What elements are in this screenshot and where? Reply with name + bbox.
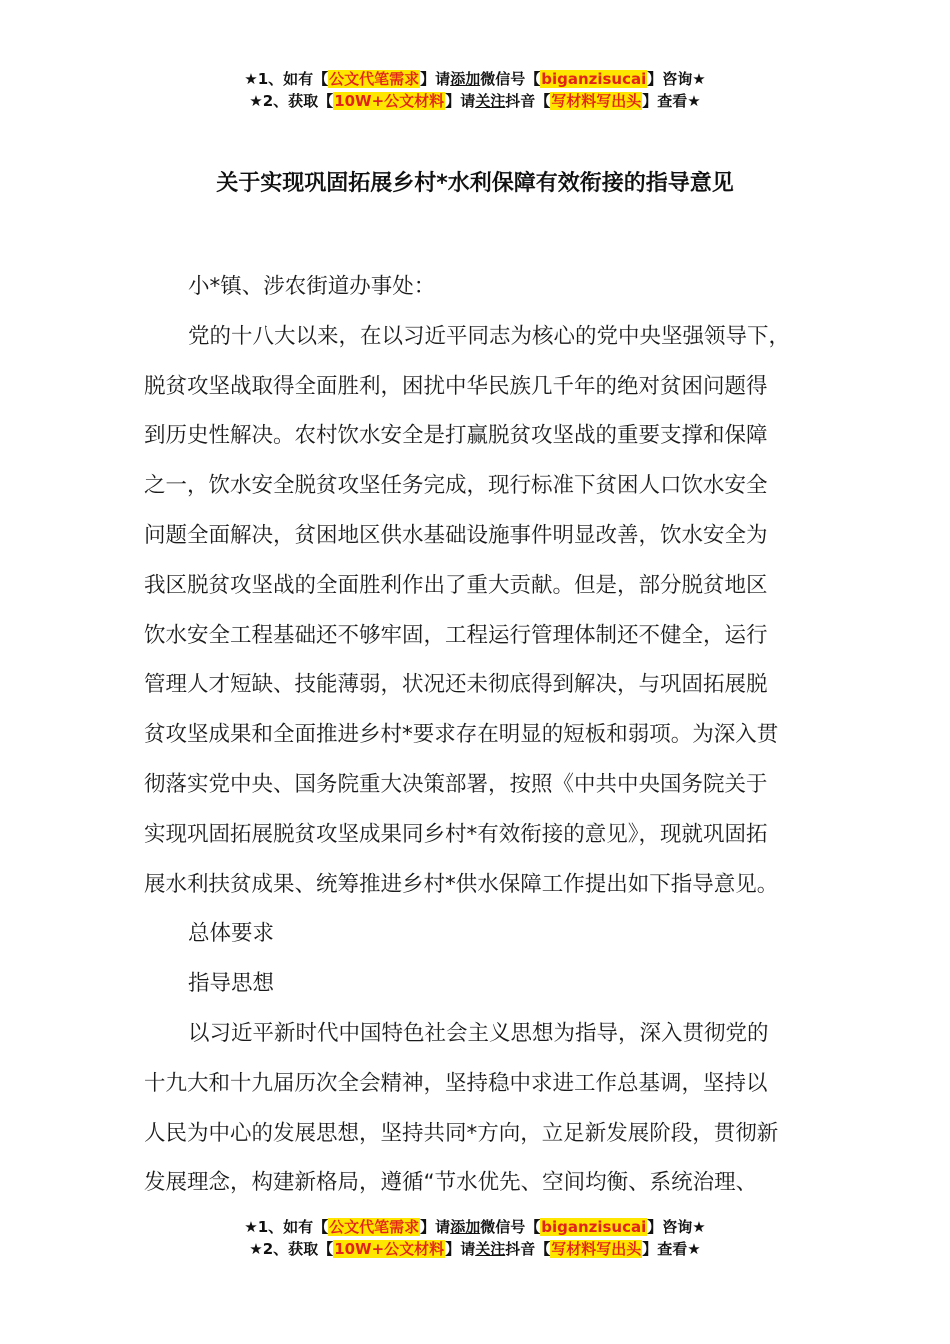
banner-text: 抖音【 (505, 1240, 551, 1258)
highlight-text: 公文代笔需求 (329, 1218, 420, 1236)
banner-line-2 (0, 90, 950, 112)
highlight-text: biganzisucai (541, 1218, 647, 1236)
highlight-text: 写材料写出头 (551, 1240, 642, 1258)
body-line: 展水利扶贫成果、统筹推进乡村*供水保障工作提出如下指导意见。 (144, 871, 779, 897)
body-line: 人民为中心的发展思想，坚持共同*方向，立足新发展阶段，贯彻新 (144, 1120, 779, 1146)
footer-banner (0, 1216, 950, 1260)
underlined-text: 关注 (475, 1240, 506, 1258)
document-title: 关于实现巩固拓展乡村*水利保障有效衔接的指导意见 (216, 171, 734, 196)
underlined-text: 添加 (450, 1218, 481, 1236)
banner-line-1 (0, 68, 950, 90)
banner-text: 】查看★ (642, 1240, 701, 1258)
section-heading: 指导思想 (188, 971, 275, 997)
banner-text: ★1、如有【 (244, 1218, 329, 1236)
header-banner (0, 68, 950, 112)
banner-text: 抖音【 (505, 92, 551, 110)
underlined-text: 添加 (450, 70, 481, 88)
banner-text: ★2、获取【 (249, 1240, 334, 1258)
banner-text: 】咨询★ (647, 70, 706, 88)
underlined-text: 关注 (475, 92, 506, 110)
banner-text: 】请 (445, 92, 476, 110)
body-line: 实现巩固拓展脱贫攻坚成果同乡村*有效衔接的意见》，现就巩固拓 (144, 821, 768, 847)
banner-text: ★2、获取【 (249, 92, 334, 110)
banner-text: 微信号【 (480, 1218, 541, 1236)
banner-text: 】请 (420, 1218, 451, 1236)
banner-text: 】咨询★ (647, 1218, 706, 1236)
body-line: 十九大和十九届历次全会精神，坚持稳中求进工作总基调，坚持以 (144, 1070, 768, 1096)
banner-text: 】请 (420, 70, 451, 88)
banner-text: ★1、如有【 (244, 70, 329, 88)
body-line: 到历史性解决。农村饮水安全是打赢脱贫攻坚战的重要支撑和保障 (144, 423, 768, 449)
section-heading: 总体要求 (188, 921, 275, 947)
body-line: 党的十八大以来，在以习近平同志为核心的党中央坚强领导下， (188, 323, 791, 349)
body-line: 饮水安全工程基础还不够牢固，工程运行管理体制还不健全，运行 (144, 622, 768, 648)
banner-line-1 (0, 1216, 950, 1238)
body-line: 管理人才短缺、技能薄弱，状况还未彻底得到解决，与巩固拓展脱 (144, 672, 768, 698)
highlight-text: 10W+公文材料 (334, 1240, 445, 1258)
highlight-text: 公文代笔需求 (329, 70, 420, 88)
banner-text: 】请 (445, 1240, 476, 1258)
banner-text: 】查看★ (642, 92, 701, 110)
body-line: 我区脱贫攻坚战的全面胜利作出了重大贡献。但是，部分脱贫地区 (144, 572, 768, 598)
salutation: 小*镇、涉农街道办事处： (188, 274, 436, 299)
body-line: 发展理念，构建新格局，遵循“节水优先、空间均衡、系统治理、 (144, 1170, 758, 1196)
highlight-text: 写材料写出头 (551, 92, 642, 110)
body-line: 问题全面解决，贫困地区供水基础设施事件明显改善，饮水安全为 (144, 522, 768, 548)
document-body (144, 262, 814, 1208)
highlight-text: 10W+公文材料 (334, 92, 445, 110)
body-line: 贫攻坚成果和全面推进乡村*要求存在明显的短板和弱项。为深入贯 (144, 722, 779, 748)
body-line: 彻落实党中央、国务院重大决策部署，按照《中共中央国务院关于 (144, 771, 768, 797)
banner-line-2 (0, 1238, 950, 1260)
body-line: 之一，饮水安全脱贫攻坚任务完成，现行标准下贫困人口饮水安全 (144, 473, 768, 499)
highlight-text: biganzisucai (541, 70, 647, 88)
banner-text: 微信号【 (480, 70, 541, 88)
body-line: 脱贫攻坚战取得全面胜利，困扰中华民族几千年的绝对贫困问题得 (144, 373, 768, 399)
body-line: 以习近平新时代中国特色社会主义思想为指导，深入贯彻党的 (188, 1020, 769, 1046)
